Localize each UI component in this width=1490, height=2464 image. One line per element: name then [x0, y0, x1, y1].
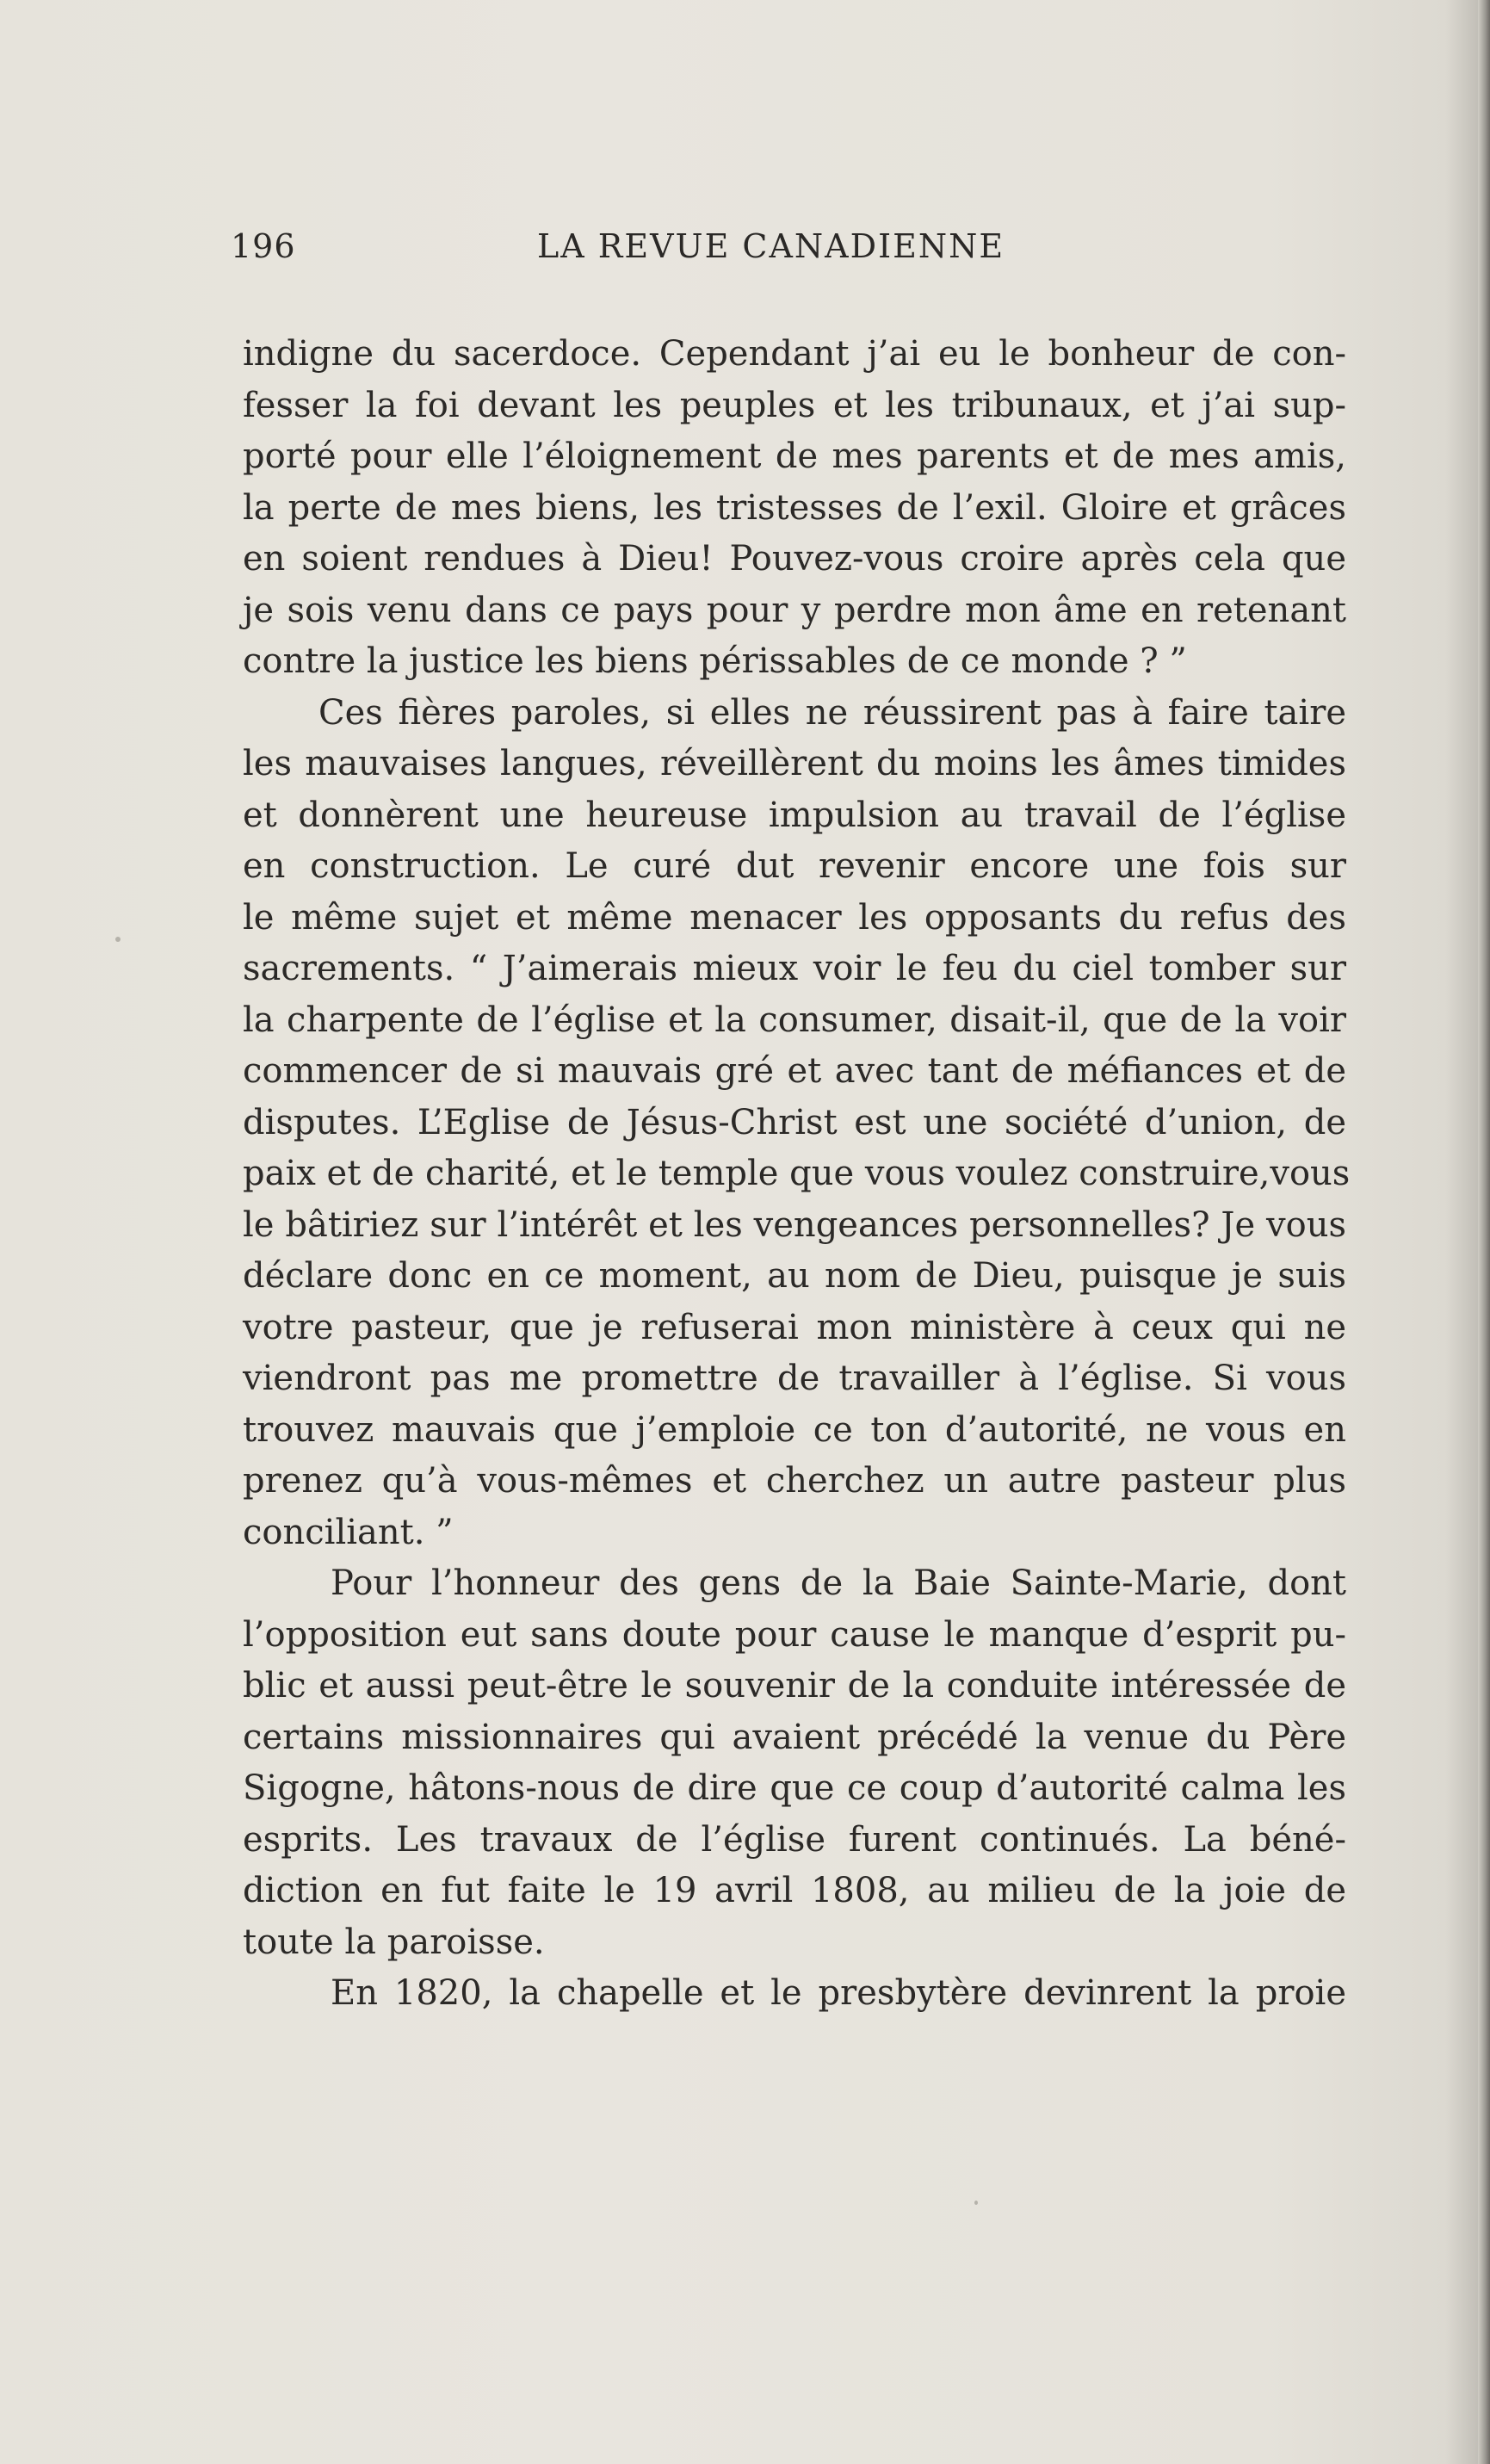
text-line: l’opposition eut sans doute pour cause le manque d’esprit pu- [243, 1614, 1346, 1655]
running-title: LA REVUE CANADIENNE [537, 227, 1005, 265]
text-line: fesser la foi devant les peuples et les tribunaux, et j’ai sup- [243, 385, 1346, 425]
text-line: en construction. Le curé dut revenir encore une fois sur [243, 846, 1346, 886]
paragraph-start-line: Pour l’honneur des gens de la Baie Sainte-Marie, dont [331, 1563, 1346, 1603]
text-line: les mauvaises langues, réveillèrent du moins les âmes timides [243, 744, 1346, 783]
text-line: disputes. L’Eglise de Jésus-Christ est une société d’union, de [243, 1102, 1346, 1142]
text-line: trouvez mauvais que j’emploie ce ton d’autorité, ne vous en [243, 1409, 1346, 1450]
text-line: diction en fut faite le 19 avril 1808, au milieu de la joie de [243, 1871, 1346, 1910]
text-line: la charpente de l’église et la consumer, disait-il, que de la voir [243, 1000, 1346, 1040]
paragraph-start-line: Ces fières paroles, si elles ne réussirent pas à faire taire [318, 692, 1346, 733]
paragraph-start-line: En 1820, la chapelle et le presbytère devinrent la proie [331, 1973, 1346, 2013]
text-line: et donnèrent une heureuse impulsion au travail de l’église [243, 795, 1346, 835]
text-line: la perte de mes biens, les tristesses de l’exil. Gloire et grâces [243, 487, 1346, 528]
text-line: Sigogne, hâtons-nous de dire que ce coup d’autorité calma les [243, 1768, 1346, 1808]
text-line: prenez qu’à vous-mêmes et cherchez un autre pasteur plus [243, 1461, 1346, 1501]
text-line: déclare donc en ce moment, au nom de Dieu, puisque je suis [243, 1256, 1346, 1296]
text-line: indigne du sacerdoce. Cependant j’ai eu le bonheur de con- [243, 334, 1346, 374]
text-line: certains missionnaires qui avaient précédé la venue du Père [243, 1717, 1346, 1757]
page-number: 196 [231, 227, 296, 265]
text-line: porté pour elle l’éloignement de mes parents et de mes amis, [243, 436, 1346, 476]
text-line: commencer de si mauvais gré et avec tant de méfiances et de [243, 1051, 1346, 1091]
text-line: le bâtiriez sur l’intérêt et les vengeances personnelles? Je vous [243, 1204, 1346, 1245]
text-line: paix et de charité, et le temple que vous voulez construire,vous [243, 1154, 1351, 1193]
text-line: en soient rendues à Dieu! Pouvez-vous croire après cela que [243, 539, 1346, 579]
text-line: sacrements. “ J’aimerais mieux voir le feu du ciel tomber sur [243, 949, 1346, 988]
text-line: contre la justice les biens périssables de ce monde ? ” [243, 641, 1187, 681]
text-line: je sois venu dans ce pays pour y perdre mon âme en retenant [243, 590, 1346, 630]
text-line: le même sujet et même menacer les opposants du refus des [243, 897, 1346, 938]
paper-speck [115, 937, 121, 942]
text-line: viendront pas me promettre de travailler à l’église. Si vous [243, 1359, 1346, 1398]
paper-speck [974, 2201, 978, 2205]
text-line: conciliant. ” [243, 1512, 454, 1552]
text-line: esprits. Les travaux de l’église furent continués. La béné- [243, 1819, 1346, 1860]
text-line: votre pasteur, que je refuserai mon ministère à ceux qui ne [243, 1307, 1346, 1347]
body-text [243, 329, 1351, 2020]
page-header [231, 227, 1031, 279]
text-line: blic et aussi peut-être le souvenir de la conduite intéressée de [243, 1666, 1346, 1706]
text-line: toute la paroisse. [243, 1922, 545, 1962]
